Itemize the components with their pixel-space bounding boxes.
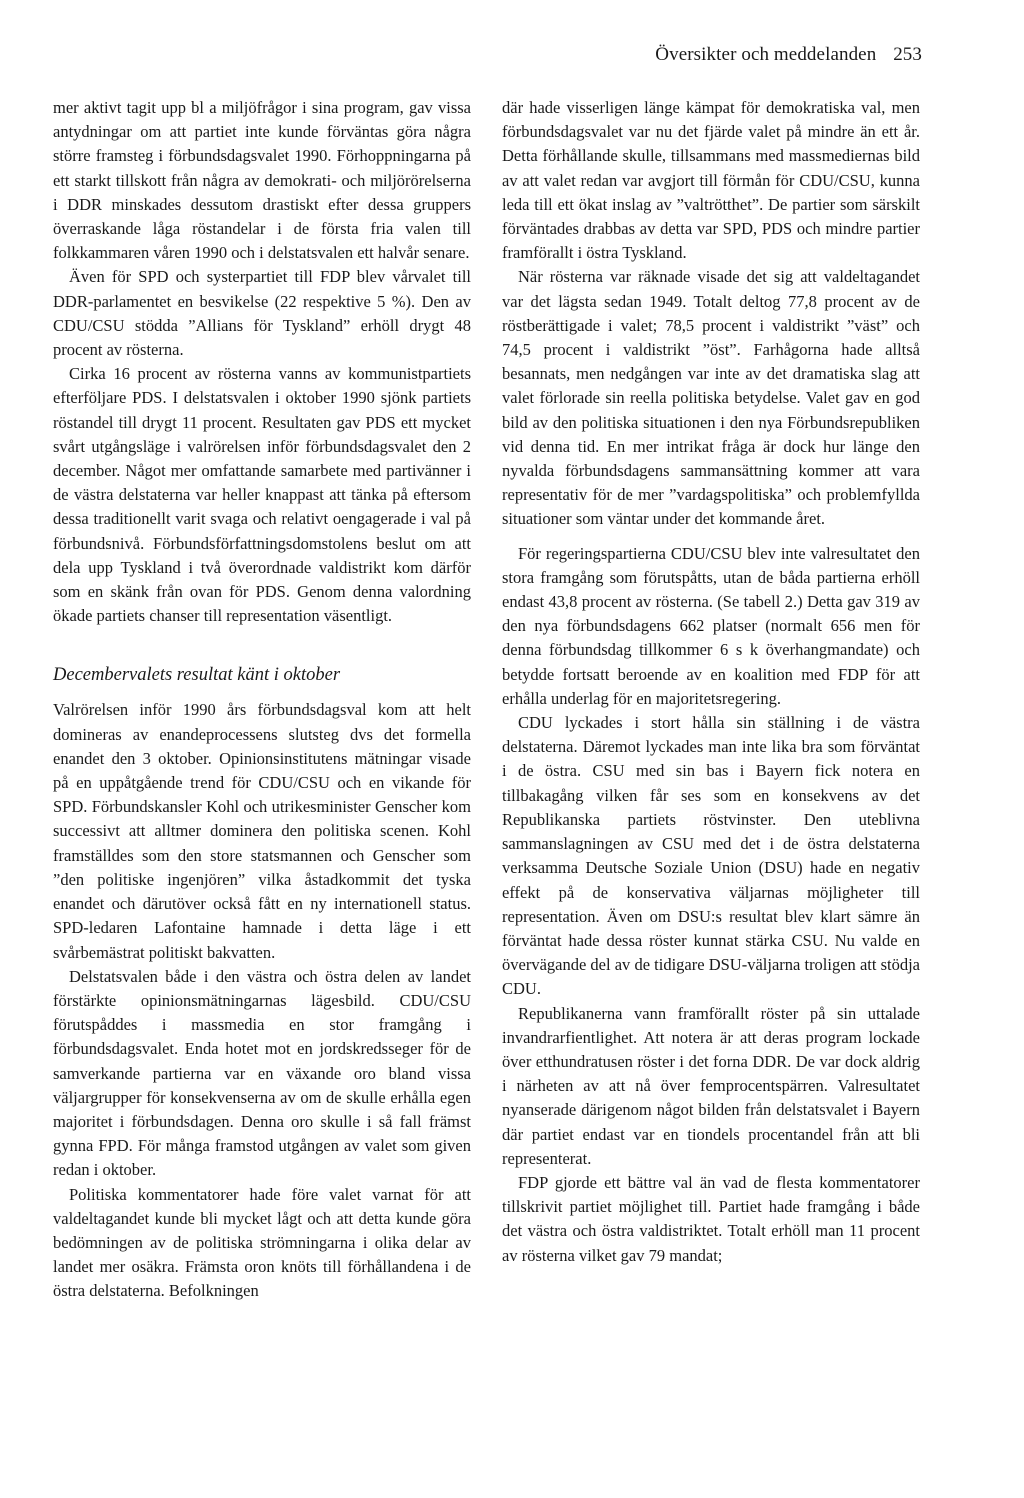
paragraph: Även för SPD och systerpartiet till FDP blev vårvalet till DDR-parlamentet en besvikelse (22 respektive 5 %). Den av CDU/CSU stödda ”Allians för Tyskland” erhöll drygt 48 procent av rösterna. (53, 267, 471, 360)
paragraph: För regeringspartierna CDU/CSU blev inte valresultatet den stora framgång som förutspåtts, utan de båda partierna erhöll endast 43,8 procent av rösterna. (Se tabell 2.) Detta gav 319 av den nya förbundsdagens 662 platser (normalt 656 men för denna förbundsdag tillkommer 6 s k överhangmandate) och betydde fortsatt beroende av en koalition med FDP för att erhålla underlag för en majoritetsregering. (502, 543, 920, 708)
section-heading: Decembervalets resultat känt i oktober (53, 665, 341, 686)
paragraph: Delstatsvalen både i den västra och östra delen av landet förstärkte opinionsmätningarnas lägesbild. CDU/CSU förutspåddes i massmedia en stor framgång i förbundsdagsvalet. Enda hotet mot en jordskredsseger för de samverkande partierna var en växande oro bland vissa väljargrupper för konsekvenserna av om de skulle erhålla egen majoritet i förbundsdagen. Denna oro skulle i så fall främst gynna FPD. För många framstod utgången av valet som given redan i oktober. (53, 966, 471, 1180)
paragraph: Republikanerna vann framförallt röster på sin uttalade invandrarfientlighet. Att notera är att deras program lockade över etthundratusen röster i det forna DDR. De var dock aldrig i närheten av att nå över femprocentspärren. Valresultatet nyanserade därigenom något bilden från delstatsvalet i Bayern där partiet endast var en tiondels procentandel från att bli representerat. (502, 1003, 920, 1168)
paragraph: När rösterna var räknade visade det sig att valdeltagandet var det lägsta sedan 1949. Totalt deltog 77,8 procent av de röstberättigade i valet; 78,5 procent i valdistrikt ”väst” och 74,5 procent i valdistrikt ”öst”. Farhågorna hade alltså besannats, men nedgången var inte av det dramatiska slag att valet förlorade sin reella politiska betydelse. Valet gav en god bild av den politiska situationen i den nya Förbundsrepubliken vid denna tid. En mer intrikat fråga är dock hur länge den nyvalda förbundsdagens sammansättning kommer att vara representativ för de mer ”vardagspolitiska” och problemfyllda situationer som väntar under det kommande året. (502, 267, 920, 529)
paragraph: Valrörelsen inför 1990 års förbundsdagsval kom att helt domineras av enandeprocessens slutsteg dvs det formella enandet den 3 oktober. Opinionsinstitutens mätningar visade på en uppåtgående trend för CDU/CSU och en vikande för SPD. Förbundskansler Kohl och utrikesminister Genscher kom successivt att alltmer dominera den politiska scenen. Kohl framställdes som den store statsmannen och Genscher som ”den politiske ingenjören” vilka åstadkommit det tyska enandet och därutöver också fått en ny internationell status. SPD-ledaren Lafontaine hamnade i detta läge i ett svårbemästrat politiskt bakvatten. (53, 700, 471, 962)
paragraph: Cirka 16 procent av rösterna vanns av kommunistpartiets efterföljare PDS. I delstatsvalen i oktober 1990 sjönk partiets röstandel till drygt 11 procent. Resultaten gav PDS ett mycket svårt utgångsläge i valrörelsen inför förbundsdagsvalet den 2 december. Något mer omfattande samarbete med partivänner i de västra delstaterna var heller knappast att tänka på eftersom dessa traditionellt varit svaga och relativt oengagerade i val på förbundsnivå. Förbundsförfattningsdomstolens beslut om att dela upp Tyskland i två överordnade valdistrikt kom därför som en skänk från ovan för PDS. Genom denna valordning ökade partiets chanser till representation väsentligt. (53, 364, 471, 626)
paragraph: FDP gjorde ett bättre val än vad de flesta kommentatorer tillskrivit partiet möjlighet till. Partiet hade framgång i både det västra och östra valdistriktet. Totalt erhöll man 11 procent av rösterna vilket gav 79 mandat; (502, 1172, 920, 1265)
right-column (502, 96, 920, 1268)
paragraph: där hade visserligen länge kämpat för demokratiska val, men förbundsdagsvalet var nu det fjärde valet på mindre än ett år. Detta förhållande skulle, tillsammans med massmediernas bild av att valet redan var avgjort till förmån för CDU/CSU, kunna leda till ett ökat inslag av ”valtrötthet”. De partier som särskilt förväntades drabbas av detta var SPD, PDS och mindre partier framförallt i östra Tyskland. (502, 98, 920, 263)
running-title: Översikter och meddelanden (655, 44, 877, 65)
paragraph: CDU lyckades i stort hålla sin ställning i de västra delstaterna. Däremot lyckades man inte lika bra som förväntat i de östra. CSU med sin bas i Bayern fick notera en tillbakagång vilken får ses som en konsekvens av det Republikanska partiets röstvinster. Den uteblivna sammanslagningen av CSU med det i de östra delstaterna verksamma Deutsche Soziale Union (DSU) hade en negativ effekt på de konservativa väljarnas möjligheter till representation. Även om DSU:s resultat blev klart sämre än förväntat hade dessa röster kunnat stärka CSU. Nu valde en övervägande del av de tidigare DSU-väljarna troligen att stödja CDU. (502, 713, 920, 999)
left-column (53, 96, 471, 1304)
page-number: 253 (893, 44, 922, 65)
running-header (655, 44, 922, 66)
paragraph: Politiska kommentatorer hade före valet varnat för att valdeltagandet kunde bli mycket lågt och att detta kunde göra bedömningen av de politiska strömningarna i olika delar av landet mer osäkra. Främsta oron knöts till förhållandena i de östra delstaterna. Befolkningen (53, 1184, 471, 1301)
paragraph: mer aktivt tagit upp bl a miljöfrågor i sina program, gav vissa antydningar om att partiet inte kunde förväntas göra några större framsteg i förbundsdagsvalet 1990. Förhoppningarna på ett starkt tillskott från några av demokrati- och miljörörelserna i DDR minskades dessutom drastiskt efter dessa gruppers överraskande låga röstandelar i de första fria valen till folkkammaren våren 1990 och i delstatsvalen ett halvår senare. (53, 98, 471, 263)
